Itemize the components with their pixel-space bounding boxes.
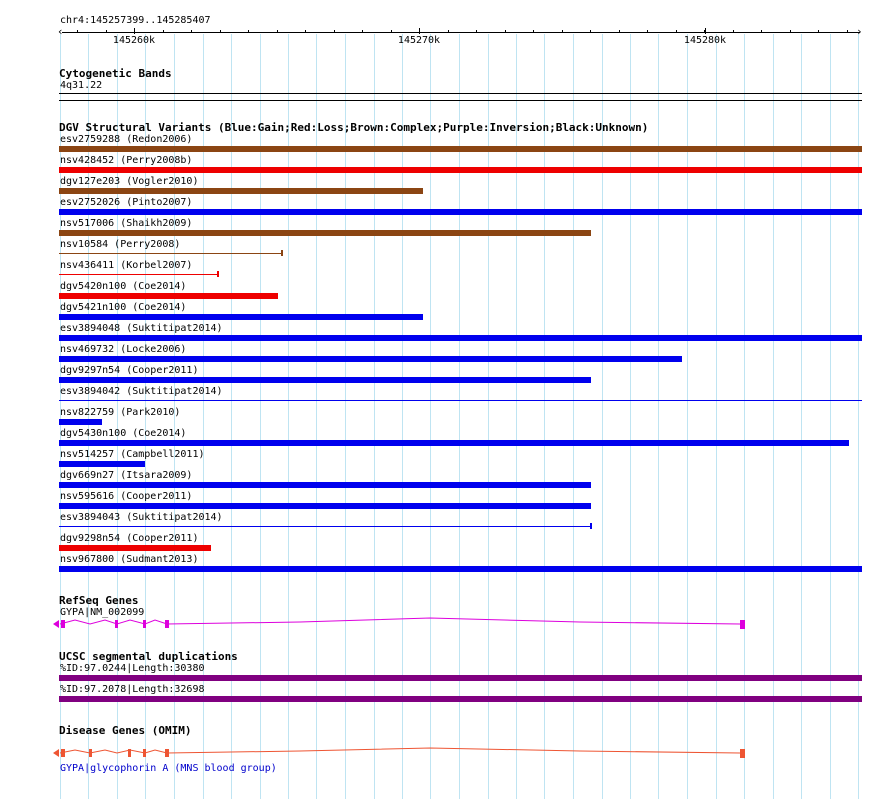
ruler-left-arrow-icon: ‹ [57, 25, 64, 38]
omim-exon [128, 749, 131, 757]
dgv-variant-label[interactable]: esv3894048 (Suktitipat2014) [60, 323, 223, 334]
ruler-minor-tick [305, 30, 306, 33]
refseq-exon [740, 620, 745, 629]
dgv-variant-bar[interactable] [59, 209, 862, 215]
ruler-tick-label: 145260k [112, 35, 156, 46]
refseq-gene-label[interactable]: GYPA|NM_002099 [60, 607, 145, 618]
dgv-variant-label[interactable]: nsv595616 (Cooper2011) [60, 491, 193, 502]
omim-exon [61, 749, 65, 757]
cytoband-line-top [59, 93, 862, 94]
ruler-minor-tick [391, 30, 392, 33]
dgv-variant-bar[interactable] [59, 146, 862, 152]
dgv-variant-label[interactable]: nsv469732 (Locke2006) [60, 344, 187, 355]
track-title-omim: Disease Genes (OMIM) [59, 724, 192, 737]
dgv-variant-bar[interactable] [59, 419, 102, 425]
dgv-variant-bar[interactable] [59, 482, 591, 488]
ruler-right-arrow-icon: › [856, 25, 863, 38]
dgv-variant-label[interactable]: dgv669n27 (Itsara2009) [60, 470, 193, 481]
ruler-minor-tick [733, 30, 734, 33]
ruler-minor-tick [533, 30, 534, 33]
dgv-variant-label[interactable]: esv2759288 (Redon2006) [60, 134, 193, 145]
ruler-minor-tick [191, 30, 192, 33]
dgv-variant-label[interactable]: nsv822759 (Park2010) [60, 407, 181, 418]
cytoband-line-bottom [59, 100, 862, 101]
dgv-variant-bar[interactable] [59, 230, 591, 236]
dgv-variant-bar[interactable] [59, 545, 211, 551]
track-title-cytobands: Cytogenetic Bands [59, 67, 172, 80]
refseq-exon [143, 620, 146, 628]
refseq-exon [61, 620, 65, 628]
ruler-tick-label: 145270k [397, 35, 441, 46]
dgv-variant-end-cap [281, 250, 283, 256]
refseq-exon [115, 620, 118, 628]
ruler-minor-tick [476, 30, 477, 33]
dgv-variant-bar[interactable] [59, 461, 145, 467]
track-title-dgv: DGV Structural Variants (Blue:Gain;Red:Loss;Brown:Complex;Purple:Inversion;Black:Unknown) [59, 121, 649, 134]
segdup-bar[interactable] [59, 675, 862, 681]
dgv-variant-label[interactable]: nsv436411 (Korbel2007) [60, 260, 193, 271]
ruler-minor-tick [619, 30, 620, 33]
ruler-minor-tick [334, 30, 335, 33]
dgv-variant-bar[interactable] [59, 566, 862, 572]
ruler-minor-tick [448, 30, 449, 33]
dgv-variant-label[interactable]: nsv514257 (Campbell2011) [60, 449, 205, 460]
dgv-variant-label[interactable]: esv2752026 (Pinto2007) [60, 197, 193, 208]
ruler-minor-tick [134, 30, 135, 33]
dgv-variant-bar[interactable] [59, 503, 591, 509]
ruler-minor-tick [106, 30, 107, 33]
ruler-minor-tick [163, 30, 164, 33]
dgv-variant-bar[interactable] [59, 188, 423, 194]
ruler-minor-tick [248, 30, 249, 33]
refseq-intron-line [60, 618, 740, 624]
dgv-variant-bar[interactable] [59, 167, 862, 173]
dgv-variant-label[interactable]: dgv5420n100 (Coe2014) [60, 281, 187, 292]
ruler-tick-label: 145280k [683, 35, 727, 46]
dgv-variant-label[interactable]: nsv428452 (Perry2008b) [60, 155, 193, 166]
omim-exon [143, 749, 146, 757]
ruler-minor-tick [676, 30, 677, 33]
ruler-minor-tick [790, 30, 791, 33]
dgv-variant-label[interactable]: dgv9297n54 (Cooper2011) [60, 365, 199, 376]
ruler-minor-tick [562, 30, 563, 33]
dgv-variant-bar[interactable] [59, 377, 591, 383]
dgv-variant-label[interactable]: esv3894043 (Suktitipat2014) [60, 512, 223, 523]
dgv-variant-bar[interactable] [59, 253, 282, 254]
dgv-variant-label[interactable]: esv3894042 (Suktitipat2014) [60, 386, 223, 397]
ruler-minor-tick [590, 30, 591, 33]
ruler-minor-tick [647, 30, 648, 33]
segdup-label[interactable]: %ID:97.2078|Length:32698 [60, 684, 205, 695]
ruler-minor-tick [277, 30, 278, 33]
dgv-variant-label[interactable]: dgv5421n100 (Coe2014) [60, 302, 187, 313]
dgv-variant-bar[interactable] [59, 335, 862, 341]
dgv-variant-bar[interactable] [59, 526, 591, 527]
refseq-gene-model[interactable] [0, 612, 890, 634]
omim-exon [165, 749, 169, 757]
omim-gene-model[interactable] [0, 743, 890, 765]
segdup-bar[interactable] [59, 696, 862, 702]
dgv-variant-bar[interactable] [59, 274, 218, 275]
dgv-variant-end-cap [217, 271, 219, 277]
track-title-refseq: RefSeq Genes [59, 594, 139, 607]
omim-exon [740, 749, 745, 758]
dgv-variant-label[interactable]: nsv517006 (Shaikh2009) [60, 218, 193, 229]
omim-gene-label[interactable]: GYPA|glycophorin A (MNS blood group) [60, 763, 277, 774]
dgv-variant-label[interactable]: dgv5430n100 (Coe2014) [60, 428, 187, 439]
track-title-segdups: UCSC segmental duplications [59, 650, 238, 663]
ruler-minor-tick [704, 30, 705, 33]
cytoband-label: 4q31.22 [60, 80, 103, 91]
dgv-variant-label[interactable]: dgv9298n54 (Cooper2011) [60, 533, 199, 544]
segdup-label[interactable]: %ID:97.0244|Length:30380 [60, 663, 205, 674]
refseq-exon [165, 620, 169, 628]
dgv-variant-bar[interactable] [59, 356, 682, 362]
ruler-major-tick [705, 28, 706, 34]
omim-intron-line [60, 748, 740, 753]
ruler-minor-tick [818, 30, 819, 33]
dgv-variant-bar[interactable] [59, 293, 278, 299]
omim-exon [89, 749, 92, 757]
dgv-variant-label[interactable]: nsv967800 (Sudmant2013) [60, 554, 199, 565]
refseq-strand-arrow-icon [53, 620, 59, 628]
dgv-variant-label[interactable]: dgv127e203 (Vogler2010) [60, 176, 199, 187]
ruler-minor-tick [77, 30, 78, 33]
ruler-minor-tick [419, 30, 420, 33]
dgv-variant-end-cap [590, 523, 592, 529]
dgv-variant-bar[interactable] [59, 400, 862, 401]
ruler-minor-tick [220, 30, 221, 33]
ruler-minor-tick [761, 30, 762, 33]
ruler-minor-tick [847, 30, 848, 33]
ruler-axis [62, 32, 860, 33]
dgv-variant-bar[interactable] [59, 440, 849, 446]
ruler-minor-tick [362, 30, 363, 33]
dgv-variant-label[interactable]: nsv10584 (Perry2008) [60, 239, 181, 250]
region-label: chr4:145257399..145285407 [60, 15, 211, 26]
dgv-variant-bar[interactable] [59, 314, 423, 320]
omim-strand-arrow-icon [53, 749, 59, 757]
ruler-minor-tick [505, 30, 506, 33]
